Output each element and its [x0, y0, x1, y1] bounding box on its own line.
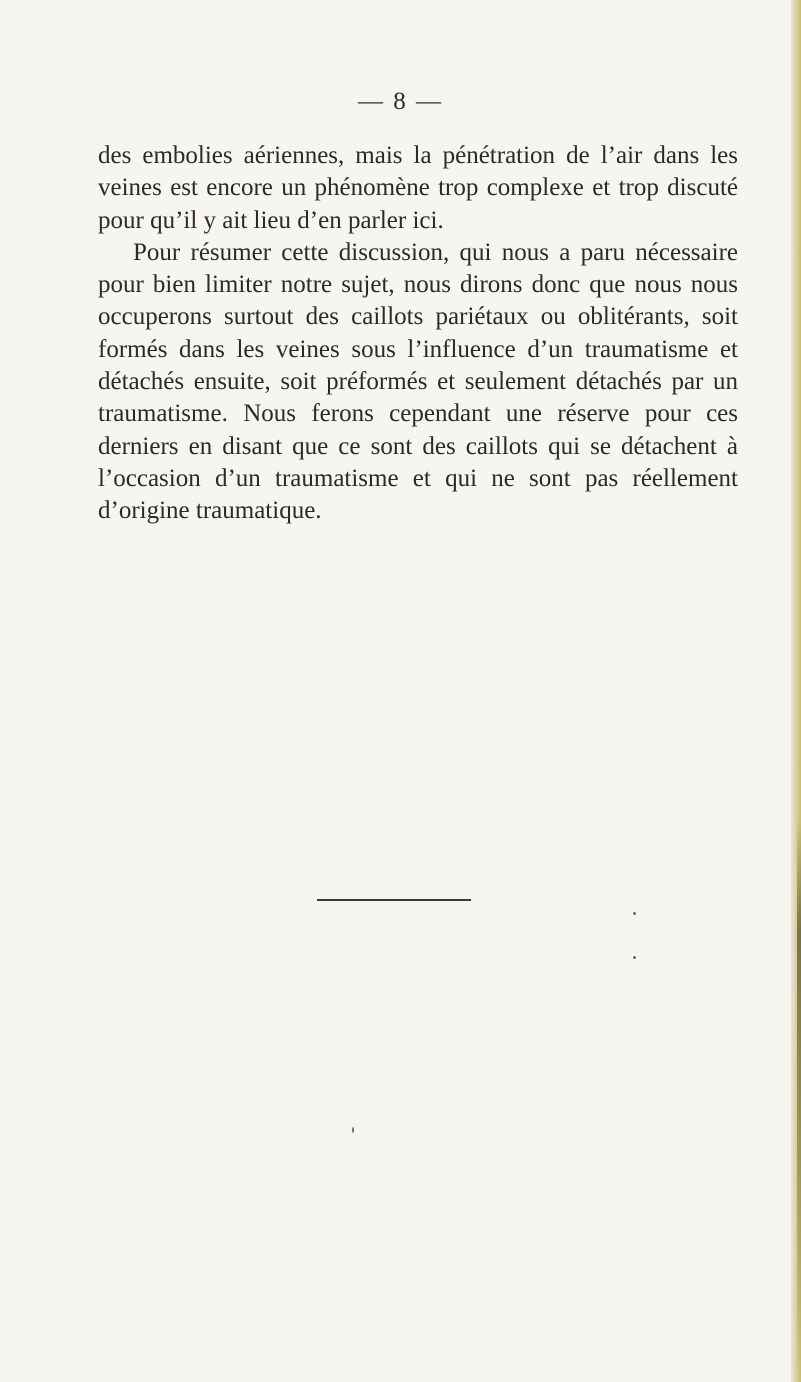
page-number: — 8 —	[358, 88, 443, 115]
page-edge-shadow	[797, 820, 801, 1380]
paragraph-summary: Pour résumer cette discussion, qui nous a paru nécessaire pour bien limiter notre sujet, nous dirons donc que nous nous occuperons surtout des caillots pariétaux ou oblitérants, soit formés dans les veines sous l’influence d’un traumatisme et détachés ensuite, soit préformés et seulement détachés par un traumatisme. Nous ferons cependant une réserve pour ces derniers en disant que ce sont des caillots qui se détachent à l’occasion d’un traumatisme et qui ne sont pas réellement d’origine traumatique.	[98, 238, 738, 525]
paper-speck	[633, 956, 636, 959]
paper-speck	[633, 912, 636, 915]
paper-speck	[352, 1127, 354, 1133]
section-rule	[317, 899, 471, 901]
body-text	[98, 140, 738, 528]
paragraph-continuation: des embolies aériennes, mais la pénétration de l’air dans les veines est encore un phénomène trop complexe et trop discuté pour qu’il y ait lieu d’en parler ici.	[98, 142, 738, 234]
